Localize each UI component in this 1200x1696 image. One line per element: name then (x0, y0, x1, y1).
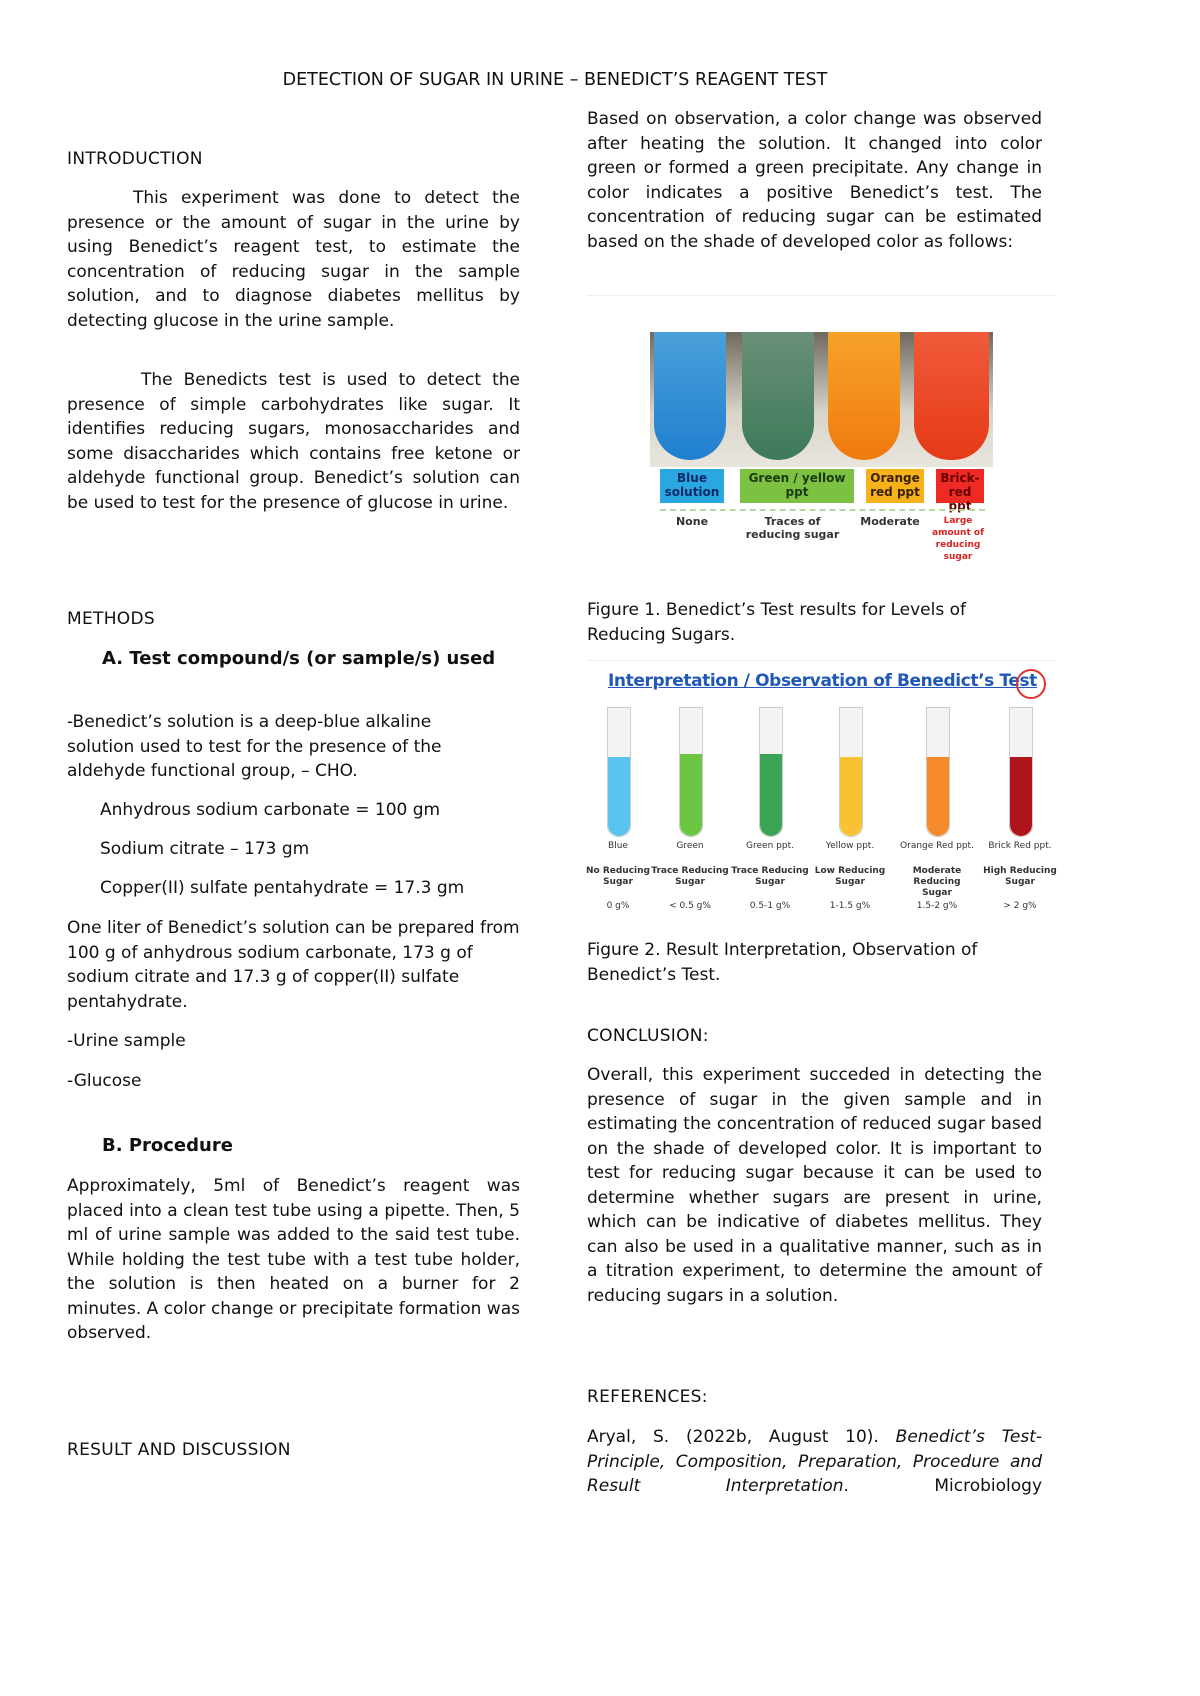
tube-level-label: Trace Reducing Sugar (651, 866, 729, 887)
reagent-item: Sodium citrate – 173 gm (100, 839, 310, 859)
figure-1-caption: Figure 1. Benedict’s Test results for Levels of Reducing Sugars. (587, 600, 967, 645)
result-box-brick-red: Brick-red ppt (936, 469, 984, 503)
tube-color-label: Green ppt. (746, 841, 794, 851)
level-none: None (675, 515, 709, 528)
gradient-arrow (660, 509, 985, 511)
test-tube (839, 707, 863, 837)
methods-b-heading: B. Procedure (102, 1135, 233, 1156)
conclusion-heading: CONCLUSION: (587, 1026, 709, 1046)
test-tube (679, 707, 703, 837)
divider (587, 660, 1055, 661)
test-tube (1009, 707, 1033, 837)
references-heading: REFERENCES: (587, 1387, 708, 1407)
methods-a-paragraph: -Benedict’s solution is a deep-blue alkaline solution used to test for the presence of the aldehyde functional group, – CHO. (67, 712, 442, 781)
result-box-orange: Orange red ppt (866, 469, 924, 503)
results-heading: RESULT AND DISCUSSION (67, 1440, 291, 1460)
figure-2-title: Interpretation / Observation of Benedict’s Test (608, 671, 1037, 691)
test-tube (607, 707, 631, 837)
reference-entry (587, 1425, 1042, 1499)
tube-level-label: Low Reducing Sugar (814, 866, 886, 887)
tube-color-label: Blue (608, 841, 628, 851)
intro-paragraph-2: The Benedicts test is used to detect the presence of simple carbohydrates like sugar. It identifies reducing sugars, monosaccharides and some disaccharides which contains free ketone or aldehyde functional group. Benedict’s solution can be used to test for the presence of glucose in urine. (67, 370, 520, 513)
tube-amount-label: 0 g% (606, 901, 630, 911)
tube-color-label: Brick Red ppt. (988, 841, 1052, 851)
divider (587, 295, 1055, 296)
tube-amount-label: < 0.5 g% (669, 901, 711, 911)
result-box-blue: Blue solution (660, 469, 724, 503)
conclusion-paragraph: Overall, this experiment succeded in detecting the presence of sugar in the given sample and in estimating the concentration of reduced sugar based on the shade of developed color. It is important to test for reducing sugar because it can be used to determine whether sugars are present in urine, which can be indicative of diabetes mellitus. They can also be used in a qualitative manner, such as in a titration experiment, to determine the amount of reducing sugars in a solution. (587, 1065, 1042, 1306)
tube-level-label: Trace Reducing Sugar (731, 866, 809, 887)
procedure-paragraph: Approximately, 5ml of Benedict’s reagent was placed into a clean test tube using a pipette. Then, 5 ml of urine sample was added to the said test tube. While holding the test tube with a test tube holder, the solution is then heated on a burner for 2 minutes. A color change or precipitate formation was observed. (67, 1176, 520, 1343)
test-tube (926, 707, 950, 837)
results-paragraph: Based on observation, a color change was observed after heating the solution. It changed into color green or formed a green precipitate. Any change in color indicates a positive Benedict’s test. The concentration of reducing sugar can be estimated based on the shade of developed color as follows: (587, 109, 1042, 252)
methods-heading: METHODS (67, 609, 155, 629)
level-large: Large amount of reducing sugar (932, 516, 984, 562)
tube-color-label: Green (676, 841, 704, 851)
test-tubes-photo (650, 332, 993, 467)
reference-source: . Microbiology (843, 1476, 1042, 1496)
reference-author: Aryal, S. (2022b, August 10). (587, 1427, 896, 1447)
figure-1-image (650, 332, 993, 567)
reagent-item: Copper(II) sulfate pentahydrate = 17.3 gm (100, 878, 465, 898)
tube-amount-label: 0.5-1 g% (749, 901, 791, 911)
tube-color-label: Orange Red ppt. (900, 841, 974, 851)
intro-paragraph-1: This experiment was done to detect the presence or the amount of sugar in the urine by using Benedict’s reagent test, to estimate the concentration of reducing sugar in the sample solution, and to diagnose diabetes mellitus by detecting glucose in the urine sample. (67, 188, 520, 331)
reagent-item: Anhydrous sodium carbonate = 100 gm (100, 800, 441, 820)
tube-amount-label: 1-1.5 g% (829, 901, 871, 911)
reference-title: Benedict’s Test- Principle, Composition, Preparation, Procedure and Result Interpretation (587, 1427, 1042, 1496)
tube-color-label: Yellow ppt. (825, 841, 875, 851)
tube-level-label: High Reducing Sugar (983, 866, 1057, 887)
sample-urine: -Urine sample (67, 1031, 186, 1051)
test-tube (759, 707, 783, 837)
tube-level-label: No Reducing Sugar (585, 866, 650, 887)
methods-a-paragraph-2: One liter of Benedict’s solution can be prepared from 100 g of anhydrous sodium carbonate, 173 g of sodium citrate and 17.3 g of copper(II) sulfate pentahydrate. (67, 918, 520, 1012)
level-traces: Traces of reducing sugar (745, 515, 840, 541)
tube-level-label: Moderate Reducing Sugar (912, 866, 962, 898)
tube-amount-label: 1.5-2 g% (916, 901, 958, 911)
sample-glucose: -Glucose (67, 1071, 142, 1091)
result-box-green: Green / yellow ppt (740, 469, 854, 503)
figure-2-caption: Figure 2. Result Interpretation, Observation of Benedict’s Test. (587, 940, 978, 985)
intro-heading: INTRODUCTION (67, 149, 203, 169)
document-title: DETECTION OF SUGAR IN URINE – BENEDICT’S REAGENT TEST (282, 70, 828, 90)
methods-a-heading: A. Test compound/s (or sample/s) used (102, 648, 496, 669)
level-moderate: Moderate (860, 515, 920, 528)
figure-2-image (585, 665, 1057, 920)
tube-amount-label: > 2 g% (1003, 901, 1037, 911)
logo-icon (1016, 669, 1046, 699)
